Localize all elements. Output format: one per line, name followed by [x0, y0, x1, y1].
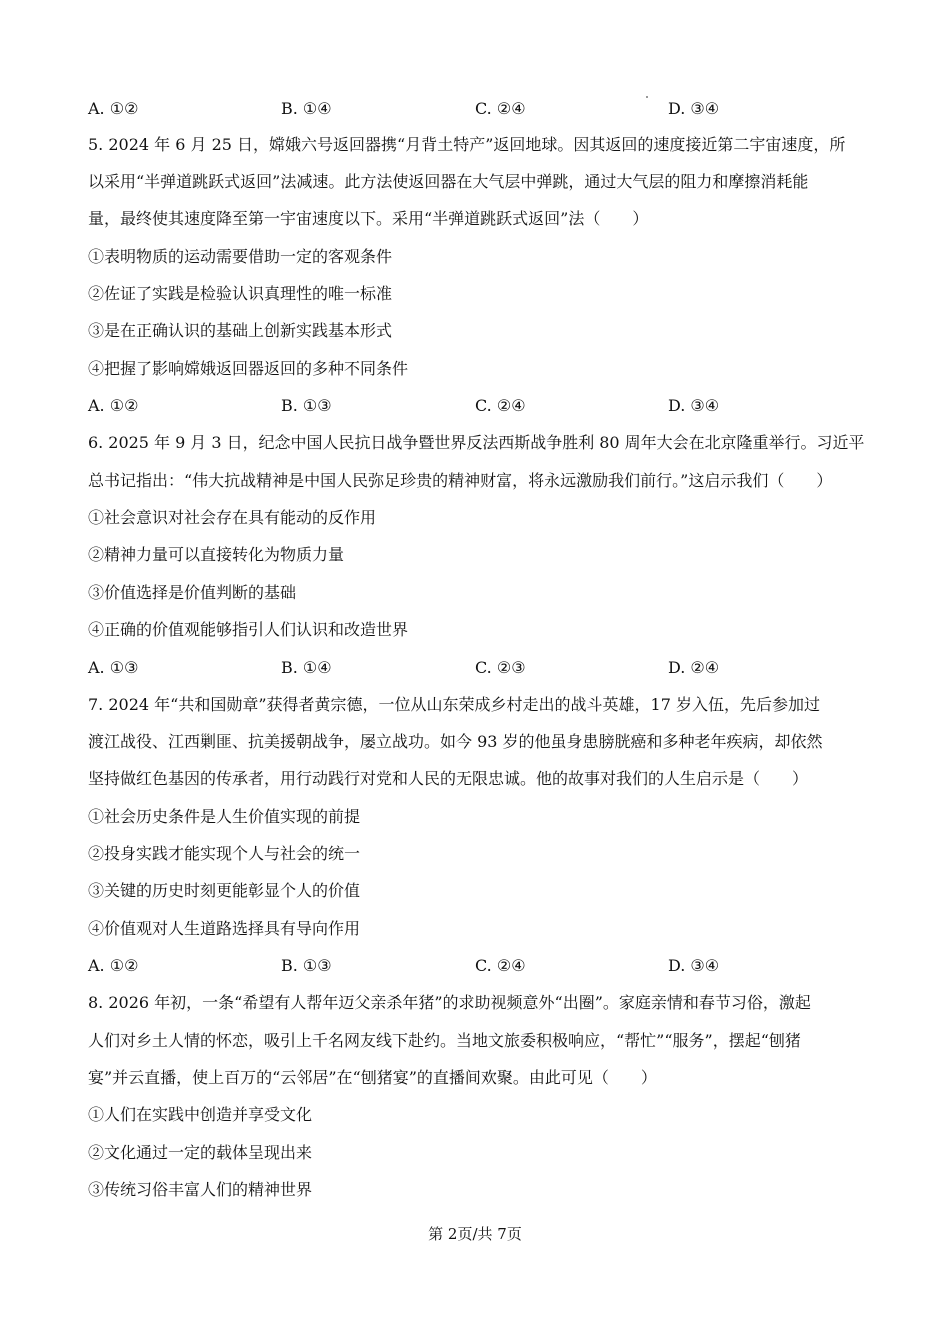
q7-option-d[interactable]: D. ③④ [668, 956, 720, 975]
q5-stem-line-3: 量，最终使其速度降至第一宇宙速度以下。采用“半弹道跳跃式返回”法（ ） [88, 209, 649, 228]
q5-item-1: ①表明物质的运动需要借助一定的客观条件 [88, 247, 393, 266]
q8-stem-line-2: 人们对乡土人情的怀恋，吸引上千名网友线下赴约。当地文旅委积极响应，“帮忙”“服务”，摆起“刨猪 [88, 1031, 801, 1050]
q4-options [88, 99, 868, 119]
q7-option-a[interactable]: A. ①② [88, 956, 139, 975]
q8-stem-line-3: 宴”并云直播，使上百万的“云邻居”在“刨猪宴”的直播间欢聚。由此可见（ ） [88, 1068, 657, 1087]
q6-item-3: ③价值选择是价值判断的基础 [88, 583, 297, 602]
q7-item-1: ①社会历史条件是人生价值实现的前提 [88, 807, 361, 826]
q7-stem-line-2: 渡江战役、江西剿匪、抗美援朝战争，屡立战功。如今 93 岁的他虽身患膀胱癌和多种老年疾病，却依然 [88, 732, 823, 751]
q7-options [88, 956, 868, 976]
q7-item-3: ③关键的历史时刻更能彰显个人的价值 [88, 881, 361, 900]
q5-item-4: ④把握了影响嫦娥返回器返回的多种不同条件 [88, 359, 409, 378]
q6-item-4: ④正确的价值观能够指引人们认识和改造世界 [88, 620, 409, 639]
q4-option-d[interactable]: D. ③④ [668, 99, 720, 118]
q5-option-a[interactable]: A. ①② [88, 396, 139, 415]
q7-stem-line-1: 7. 2024 年“共和国勋章”获得者黄宗德，一位从山东荣成乡村走出的战斗英雄，17 岁入伍，先后参加过 [88, 695, 820, 714]
q4-option-a[interactable]: A. ①② [88, 99, 139, 118]
q5-item-3: ③是在正确认识的基础上创新实践基本形式 [88, 321, 393, 340]
q4-option-c[interactable]: C. ②④ [475, 99, 526, 118]
q6-options [88, 658, 868, 678]
q6-option-c[interactable]: C. ②③ [475, 658, 526, 677]
q6-item-2: ②精神力量可以直接转化为物质力量 [88, 545, 345, 564]
q5-stem-line-1: 5. 2024 年 6 月 25 日，嫦娥六号返回器携“月背土特产”返回地球。因其返回的速度接近第二宇宙速度，所 [88, 135, 846, 154]
q7-item-4: ④价值观对人生道路选择具有导向作用 [88, 919, 361, 938]
q4-option-b[interactable]: B. ①④ [281, 99, 332, 118]
q8-item-1: ①人们在实践中创造并享受文化 [88, 1105, 313, 1124]
q7-item-2: ②投身实践才能实现个人与社会的统一 [88, 844, 361, 863]
scan-speck [646, 96, 648, 98]
q7-option-b[interactable]: B. ①③ [281, 956, 332, 975]
q6-option-d[interactable]: D. ②④ [668, 658, 720, 677]
q5-option-b[interactable]: B. ①③ [281, 396, 332, 415]
page-number: 第 2页/共 7页 [428, 1225, 522, 1243]
q5-item-2: ②佐证了实践是检验认识真理性的唯一标准 [88, 284, 393, 303]
q6-stem-line-2: 总书记指出：“伟大抗战精神是中国人民弥足珍贵的精神财富，将永远激励我们前行。”这启示我们（ ） [88, 471, 833, 490]
q5-stem-line-2: 以采用“半弹道跳跃式返回”法减速。此方法使返回器在大气层中弹跳，通过大气层的阻力和摩擦消耗能 [88, 172, 809, 191]
q6-stem-line-1: 6. 2025 年 9 月 3 日，纪念中国人民抗日战争暨世界反法西斯战争胜利 80 周年大会在北京隆重举行。习近平 [88, 433, 865, 452]
q5-options [88, 396, 868, 416]
q7-stem-line-3: 坚持做红色基因的传承者，用行动践行对党和人民的无限忠诚。他的故事对我们的人生启示是（ ） [88, 769, 809, 788]
q5-option-c[interactable]: C. ②④ [475, 396, 526, 415]
q6-item-1: ①社会意识对社会存在具有能动的反作用 [88, 508, 377, 527]
q6-option-a[interactable]: A. ①③ [88, 658, 139, 677]
q6-option-b[interactable]: B. ①④ [281, 658, 332, 677]
q5-option-d[interactable]: D. ③④ [668, 396, 720, 415]
q8-item-3: ③传统习俗丰富人们的精神世界 [88, 1180, 313, 1199]
q7-option-c[interactable]: C. ②④ [475, 956, 526, 975]
q8-stem-line-1: 8. 2026 年初，一条“希望有人帮年迈父亲杀年猪”的求助视频意外“出圈”。家庭亲情和春节习俗，激起 [88, 993, 811, 1012]
q8-item-2: ②文化通过一定的载体呈现出来 [88, 1143, 313, 1162]
